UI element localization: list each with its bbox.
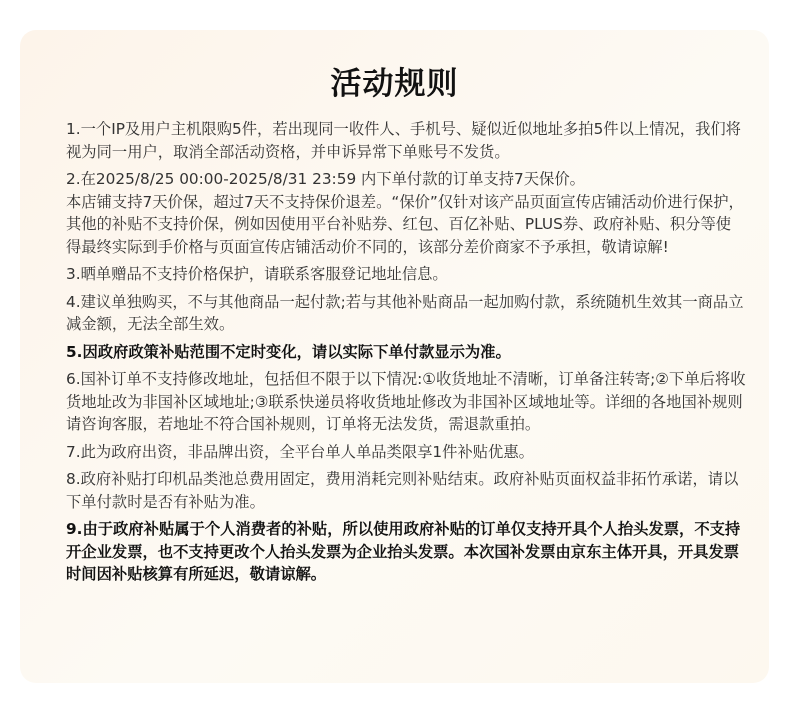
rule-item-5: 5.因政府政策补贴范围不定时变化，请以实际下单付款显示为准。 [66, 342, 511, 361]
rule-item-7: 7.此为政府出资，非品牌出资，全平台单人单品类限享1件补贴优惠。 [66, 442, 534, 461]
rule-item-3: 3.晒单赠品不支持价格保护，请联系客服登记地址信息。 [66, 265, 448, 283]
rule-item-4: 4.建议单独购买，不与其他商品一起付款;若与其他补贴商品一起加购付款，系统随机生效其一商品立减金额，无法全部生效。 [66, 292, 744, 333]
rules-list [66, 118, 746, 591]
rule-item-8: 8.政府补贴打印机品类池总费用固定，费用消耗完则补贴结束。政府补贴页面权益非拓竹承诺，请以下单付款时是否有补贴为准。 [66, 470, 739, 511]
rule-item-6: 6.国补订单不支持修改地址，包括但不限于以下情况:①收货地址不清晰，订单备注转寄;②下单后将收货地址改为非国补区域地址;③联系快递员将收货地址修改为非国补区域地址等。详细的各地国补规则请咨询客服，若地址不符合国补规则，订单将无法发货，需退款重拍。 [66, 370, 746, 433]
rule-item-1: 1.一个IP及用户主机限购5件，若出现同一收件人、手机号、疑似近似地址多拍5件以上情况，我们将视为同一用户，取消全部活动资格，并申诉异常下单账号不发货。 [66, 120, 741, 161]
rule-item-2-detail: 本店铺支持7天价保，超过7天不支持保价退差。“保价”仅针对该产品页面宣传店铺活动价进行保护，其他的补贴不支持价保，例如因使用平台补贴券、红包、百亿补贴、PLUS券、政府补贴、积分等使得最终实际到手价格与页面宣传店铺活动价不同的，该部分差价商家不予承担，敬请谅解! [66, 192, 744, 256]
rule-item-9: 9.由于政府补贴属于个人消费者的补贴，所以使用政府补贴的订单仅支持开具个人抬头发票，不支持开企业发票，也不支持更改个人抬头发票为企业抬头发票。本次国补发票由京东主体开具，开具发票时间因补贴核算有所延迟，敬请谅解。 [66, 520, 741, 583]
page-title: 活动规则 [330, 66, 459, 102]
activity-rules-card [20, 30, 769, 683]
rule-item-2: 2.在2025/8/25 00:00-2025/8/31 23:59 内下单付款的订单支持7天保价。 [66, 170, 585, 188]
